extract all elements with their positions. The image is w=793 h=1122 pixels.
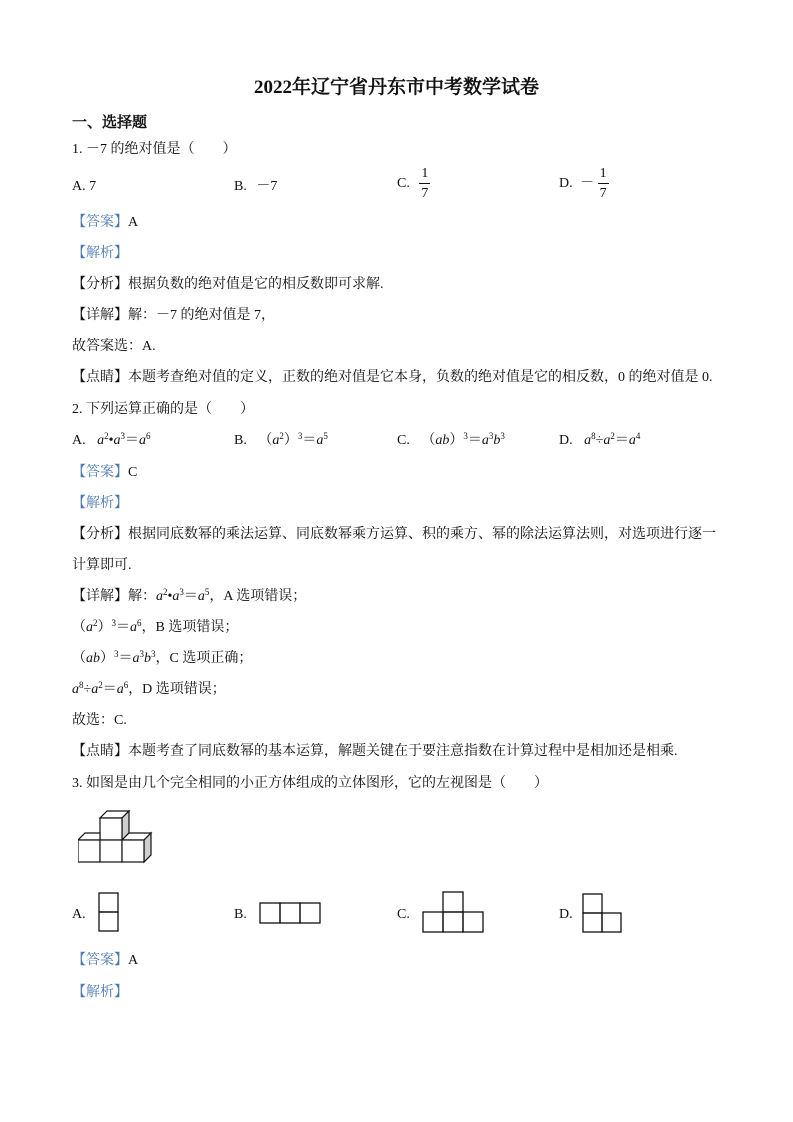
answer-value: C <box>128 465 138 480</box>
q1-stem: 1. －7 的绝对值是（ ） <box>72 142 237 157</box>
q2-step-d: $a^8\div a^2=a^6$，D 选项错误； <box>72 680 226 697</box>
q1-analysis-tag: 【解析】 <box>72 246 128 261</box>
xiangjie-text: 解： <box>128 589 156 604</box>
q2-option-c <box>397 432 505 450</box>
xiangjie-tag: 【详解】 <box>72 589 128 604</box>
q1-answer <box>72 214 138 232</box>
q2-fenxi-cont: 计算即可. <box>72 558 132 573</box>
q2-step-b: $(a^2)^3=a^6$，B 选项错误； <box>72 618 239 635</box>
q1-option-b <box>234 178 277 196</box>
q2-conclusion: 故选：C. <box>72 713 127 728</box>
q3-stem: 3. 如图是由几个完全相同的小正方体组成的立体图形，它的左视图是（ ） <box>72 776 548 791</box>
q3-option-b-label: B. <box>234 907 247 922</box>
step-d-tail: ，D 选项错误； <box>128 682 226 697</box>
option-label: D. <box>559 433 573 448</box>
q3-option-c-figure <box>422 891 486 935</box>
q2-option-b <box>234 432 328 450</box>
option-value: 7 <box>89 179 97 194</box>
step-c-tail: ，C 选项正确； <box>155 651 253 666</box>
q3-option-b-figure <box>259 902 323 926</box>
minus-sign: － <box>580 176 595 191</box>
option-label: A. <box>72 179 86 194</box>
dianjing-text: 本题考查了同底数幂的基本运算，解题关键在于要注意指数在计算过程中是相加还是相乘. <box>128 744 678 759</box>
q3-option-d-figure <box>582 893 624 935</box>
expression: $(ab)^3=a^3b^3$ <box>421 431 505 448</box>
option-label: D. <box>559 176 573 191</box>
option-label: C. <box>397 433 410 448</box>
answer-tag: 【答案】 <box>72 465 128 480</box>
step-b-tail: ，B 选项错误； <box>141 620 239 635</box>
q2-step-c: $(ab)^3=a^3b^3$，C 选项正确； <box>72 649 253 666</box>
fenxi-text: 根据同底数幂的乘法运算、同底数幂乘方运算、积的乘方、幂的除法运算法则，对选项进行逐一 <box>128 527 716 542</box>
answer-tag: 【答案】 <box>72 215 128 230</box>
section-heading: 一、选择题 <box>72 115 148 131</box>
dianjing-tag: 【点睛】 <box>72 370 128 385</box>
fenxi-tag: 【分析】 <box>72 277 128 292</box>
q2-analysis-tag: 【解析】 <box>72 496 128 511</box>
numerator: 1 <box>419 167 430 184</box>
q2-stem: 2. 下列运算正确的是（ ） <box>72 402 254 417</box>
q1-fenxi <box>72 276 384 294</box>
q2-option-a <box>72 432 151 450</box>
q3-analysis-tag: 【解析】 <box>72 985 128 1000</box>
fenxi-text: 根据负数的绝对值是它的相反数即可求解. <box>128 277 384 292</box>
q2-xiangjie: 【详解】解：$a^2•a^3=a^5$，A 选项错误； <box>72 587 307 604</box>
option-label: C. <box>397 176 410 191</box>
q1-option-d <box>559 167 609 201</box>
xiangjie-text: 解：－7 的绝对值是 7， <box>128 308 275 323</box>
cube-figure <box>78 810 158 866</box>
q1-option-c <box>397 167 430 201</box>
answer-value: A <box>128 215 139 230</box>
q3-option-d-label: D. <box>559 907 573 922</box>
q1-option-a <box>72 178 96 196</box>
denominator: 7 <box>599 186 607 201</box>
dianjing-tag: 【点睛】 <box>72 744 128 759</box>
dianjing-text: 本题考查绝对值的定义，正数的绝对值是它本身，负数的绝对值是它的相反数，0 的绝对值是 0. <box>128 370 713 385</box>
fraction <box>419 167 430 201</box>
document-title: 2022年辽宁省丹东市中考数学试卷 <box>253 77 539 98</box>
option-label: B. <box>234 433 247 448</box>
q2-answer <box>72 464 137 482</box>
q3-option-a-label: A. <box>72 907 86 922</box>
q1-dianjing <box>72 369 713 387</box>
option-label: B. <box>234 179 247 194</box>
q2-fenxi <box>72 526 716 544</box>
option-value: －7 <box>256 179 278 194</box>
expression: $a^2•a^3=a^6$ <box>97 431 151 448</box>
q3-option-c-label: C. <box>397 907 410 922</box>
denominator: 7 <box>421 186 429 201</box>
q3-option-a-figure <box>98 892 120 934</box>
expression: $a^8\div a^2=a^4$ <box>584 431 641 448</box>
answer-tag: 【答案】 <box>72 953 128 968</box>
q2-dianjing <box>72 743 678 761</box>
q2-option-d <box>559 432 640 450</box>
q1-conclusion: 故答案选：A. <box>72 339 156 354</box>
fraction <box>598 167 609 201</box>
expression: $(a^2)^3=a^5$ <box>258 431 328 448</box>
numerator: 1 <box>598 167 609 184</box>
q3-answer <box>72 952 138 970</box>
answer-value: A <box>128 953 139 968</box>
option-label: A. <box>72 433 86 448</box>
q1-xiangjie <box>72 307 275 325</box>
xiangjie-tag: 【详解】 <box>72 308 128 323</box>
step-a-tail: ，A 选项错误； <box>209 589 307 604</box>
fenxi-tag: 【分析】 <box>72 527 128 542</box>
